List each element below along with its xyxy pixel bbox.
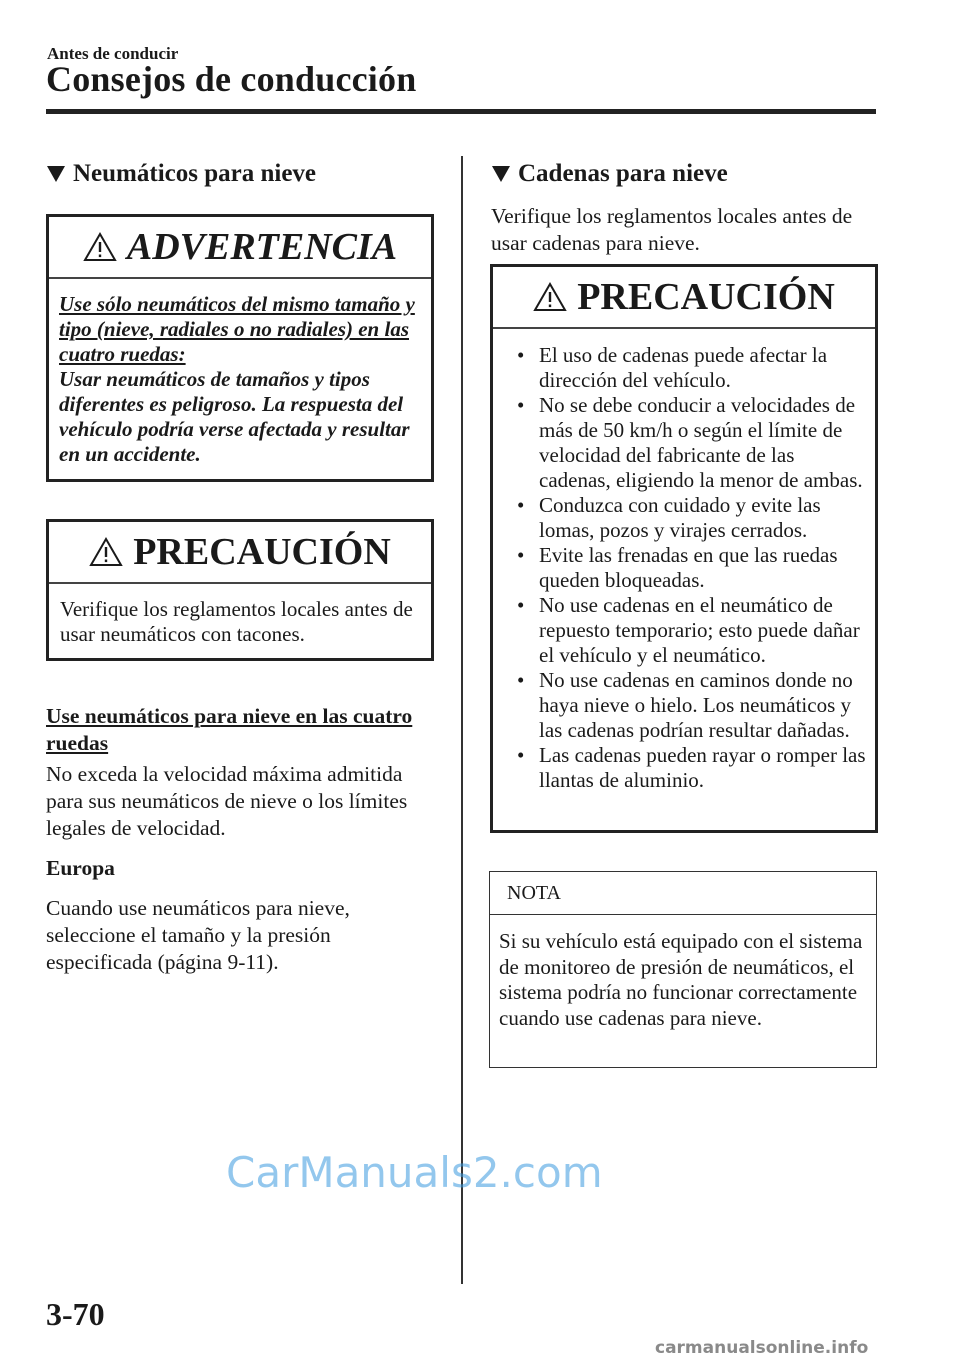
caution-bullets bbox=[493, 329, 875, 793]
bullet-item: • No se debe conducir a velocidades de más de 50 km/h o según el límite de velocidad del fabricante de las cadenas, eligiendo la menor de ambas. bbox=[517, 393, 863, 492]
section-title-text: Neumáticos para nieve bbox=[73, 160, 317, 187]
note-label: NOTA bbox=[490, 872, 876, 915]
subheading-four-wheels: Use neumáticos para nieve en las cuatro ruedas bbox=[46, 704, 413, 755]
bullet-item: • El uso de cadenas puede afectar la dirección del vehículo. bbox=[517, 343, 828, 392]
paragraph-europe: Cuando use neumáticos para nieve, seleccione el tamaño y la presión especificada (página 9-11). bbox=[46, 896, 350, 974]
warning-header bbox=[49, 217, 431, 279]
section-title-snow-chains bbox=[492, 160, 728, 188]
caution-text-left: Verifique los reglamentos locales antes de usar neumáticos con tacones. bbox=[60, 597, 413, 646]
section-marker-icon bbox=[492, 166, 510, 182]
paragraph-speed-limits: No exceda la velocidad máxima admitida para sus neumáticos de nieve o los límites legales de velocidad. bbox=[46, 762, 408, 840]
warning-label: ADVERTENCIA bbox=[126, 226, 398, 268]
warning-box bbox=[46, 214, 434, 482]
column-divider bbox=[461, 156, 463, 1284]
warning-body bbox=[49, 279, 431, 467]
bullet-item: • Evite las frenadas en que las ruedas queden bloqueadas. bbox=[517, 543, 838, 592]
watermark: CarManuals2.com bbox=[226, 1148, 603, 1197]
caution-label-right: PRECAUCIÓN bbox=[577, 276, 835, 318]
section-label: Antes de conducir bbox=[47, 44, 179, 63]
caution-triangle-icon bbox=[533, 282, 567, 312]
section-marker-icon bbox=[47, 166, 65, 182]
chains-intro: Verifique los reglamentos locales antes de usar cadenas para nieve. bbox=[491, 204, 853, 255]
bullet-item: • Conduzca con cuidado y evite las lomas, pozos y virajes cerrados. bbox=[517, 493, 821, 542]
caution-header-right bbox=[493, 267, 875, 329]
warning-underlined-text: Use sólo neumáticos del mismo tamaño y tipo (nieve, radiales o no radiales) en las cuatro ruedas: bbox=[59, 292, 415, 366]
caution-header-left bbox=[49, 522, 431, 584]
section-title-text: Cadenas para nieve bbox=[518, 160, 728, 187]
section-title-snow-tires bbox=[47, 160, 316, 188]
bullet-item: • Las cadenas pueden rayar o romper las llantas de aluminio. bbox=[517, 743, 866, 792]
page-number: 3-70 bbox=[46, 1296, 105, 1332]
caution-box-left bbox=[46, 519, 434, 661]
caution-box-right bbox=[490, 264, 878, 833]
page-title: Consejos de conducción bbox=[46, 59, 417, 99]
footer-site: carmanualsonline.info bbox=[655, 1338, 869, 1358]
caution-triangle-icon bbox=[89, 537, 123, 567]
header-divider bbox=[46, 109, 876, 114]
warning-triangle-icon bbox=[83, 232, 117, 262]
bullet-item: • No use cadenas en caminos donde no haya nieve o hielo. Los neumáticos y las cadenas podrían resultar dañadas. bbox=[517, 668, 853, 742]
note-box bbox=[489, 871, 877, 1068]
europe-heading: Europa bbox=[46, 856, 115, 880]
note-text: Si su vehículo está equipado con el sistema de monitoreo de presión de neumáticos, el sistema podría no funcionar correctamente cuando use cadenas para nieve. bbox=[499, 929, 863, 1030]
bullet-item: • No use cadenas en el neumático de repuesto temporario; esto puede dañar el vehículo y el neumático. bbox=[517, 593, 860, 667]
caution-label-left: PRECAUCIÓN bbox=[133, 531, 391, 573]
warning-text: Usar neumáticos de tamaños y tipos diferentes es peligroso. La respuesta del vehículo podría verse afectada y resultar en un accidente. bbox=[59, 367, 410, 466]
